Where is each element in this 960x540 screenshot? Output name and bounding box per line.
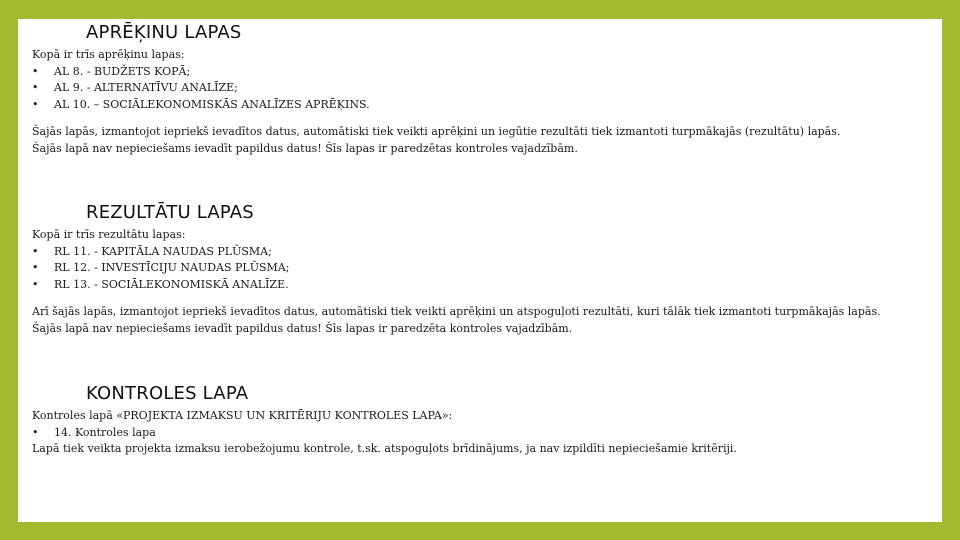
slide — [18, 19, 942, 522]
section-note: Šajās lapā nav nepieciešams ievadīt papildus datus! Šīs lapas ir paredzēta kontroles vajadzībām. — [32, 321, 573, 335]
bullet-icon: • — [32, 261, 39, 274]
section-intro: Kopā ir trīs rezultātu lapas: — [32, 228, 186, 241]
list-item-text: RL 11. - KAPITĀLA NAUDAS PLŪSMA; — [54, 244, 272, 258]
section-title: REZULTĀTU LAPAS — [86, 202, 254, 223]
list-item-text: AL 9. - ALTERNATĪVU ANALĪZE; — [54, 81, 238, 94]
section-note: Arī šajās lapās, izmantojot iepriekš ievadītos datus, automātiski tiek veikti aprēķini un atspoguļoti rezultāti, kuri tālāk tiek izmantoti turpmākajās lapās. — [32, 305, 881, 318]
section-title: KONTROLES LAPA — [86, 383, 249, 404]
list-item — [32, 244, 932, 261]
bullet-icon: • — [32, 244, 39, 258]
section-note: Lapā tiek veikta projekta izmaksu ierobežojumu kontrole, t.sk. atspoguļots brīdinājums, ja nav izpildīti nepieciešamie kritēriji. — [32, 442, 737, 455]
section-note: Šajās lapā nav nepieciešams ievadīt papildus datus! Šīs lapas ir paredzētas kontroles vajadzībām. — [32, 141, 578, 155]
bullet-icon: • — [32, 425, 39, 439]
section-note: Šajās lapās, izmantojot iepriekš ievadītos datus, automātiski tiek veikti aprēķini un iegūtie rezultāti tiek izmantoti turpmākajās (rezultātu) lapās. — [32, 125, 841, 138]
list-item-text: RL 13. - SOCIĀLEKONOMISKĀ ANALĪZE. — [54, 277, 289, 291]
spacer — [32, 113, 932, 124]
list-item-text: AL 8. - BUDŽETS KOPĀ; — [54, 64, 191, 78]
list-item — [32, 80, 932, 97]
section-kontroles-lapa — [32, 383, 932, 458]
bullet-icon: • — [32, 64, 39, 78]
bullet-icon: • — [32, 81, 39, 94]
list-item-text: 14. Kontroles lapa — [54, 425, 156, 439]
list-item — [32, 260, 932, 277]
bullet-icon: • — [32, 97, 39, 111]
list-item — [32, 277, 932, 294]
bullet-icon: • — [32, 277, 39, 291]
list-item-text: RL 12. - INVESTĪCIJU NAUDAS PLŪSMA; — [54, 261, 290, 274]
section-aprekinu-lapas — [32, 22, 932, 157]
list-item — [32, 64, 932, 81]
section-intro: Kontroles lapā «PROJEKTA IZMAKSU UN KRITĒRIJU KONTROLES LAPA»: — [32, 409, 453, 422]
list-item-text: AL 10. – SOCIĀLEKONOMISKĀS ANALĪZES APRĒĶINS. — [54, 97, 370, 111]
section-intro: Kopā ir trīs aprēķinu lapas: — [32, 48, 185, 61]
spacer — [32, 293, 932, 304]
section-rezultatu-lapas — [32, 202, 932, 337]
section-title: APRĒĶINU LAPAS — [86, 22, 242, 43]
list-item — [32, 425, 932, 442]
list-item — [32, 97, 932, 114]
